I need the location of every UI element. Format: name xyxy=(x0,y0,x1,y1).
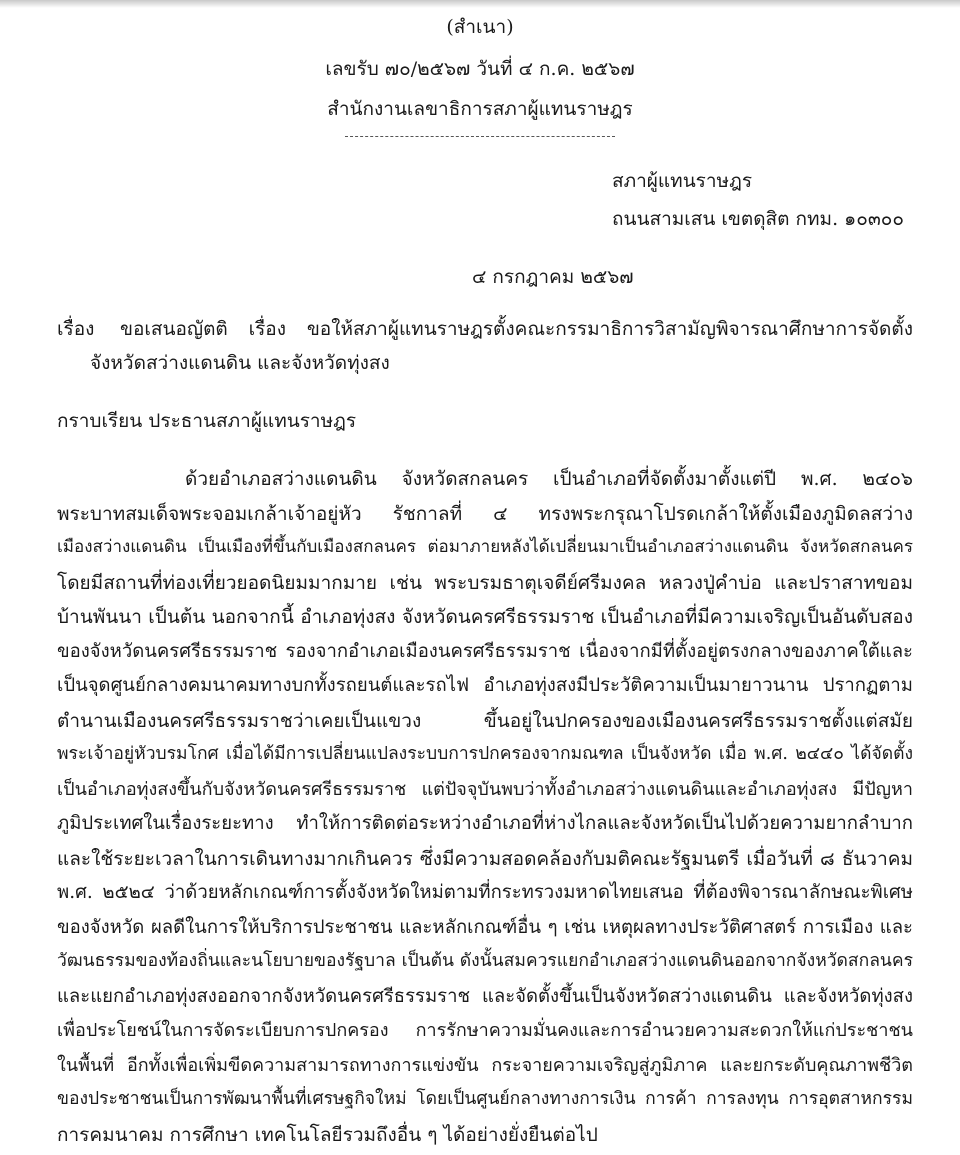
subject-line-2: จังหวัดสว่างแดนดิน และจังหวัดทุ่งสง xyxy=(90,352,390,374)
address-line-1: สภาผู้แทนราษฎร xyxy=(612,170,753,192)
body-line: ของประชาชนเป็นการพัฒนาพื้นที่เศรษฐกิจใหม่ โดยเป็นศูนย์กลางทางการเงิน การค้า การลงทุน การอุตสาหกรรม xyxy=(57,1089,913,1109)
body-line: และใช้ระยะเวลาในการเดินทางมากเกินควร ซึ่งมีความสอดคล้องกับมติคณะรัฐมนตรี เมื่อวันที่ ๘ ธันวาคม xyxy=(57,848,913,870)
body-line: พระบาทสมเด็จพระจอมเกล้าเจ้าอยู่หัว รัชกาลที่ ๔ ทรงพระกรุณาโปรดเกล้าให้ตั้งเมืองภูมิดลสว่าง xyxy=(57,503,913,525)
dotted-divider xyxy=(345,136,615,137)
office-name: สำนักงานเลขาธิการสภาผู้แทนราษฎร xyxy=(327,98,633,120)
body-line: ตำนานเมืองนครศรีธรรมราชว่าเคยเป็นแขวง ขึ้นอยู่ในปกครองของเมืองนครศรีธรรมราชตั้งแต่สมัย xyxy=(57,710,913,732)
letter-date: ๔ กรกฎาคม ๒๕๖๗ xyxy=(472,266,634,288)
body-line: วัฒนธรรมของท้องถิ่นและนโยบายของรัฐบาล เป็นต้น ดังนั้นสมควรแยกอำเภอสว่างแดนดินออกจากจังหวัดสกลนคร xyxy=(57,951,913,971)
body-line: ของจังหวัด ผลดีในการให้บริการประชาชน และหลักเกณฑ์อื่น ๆ เช่น เหตุผลทางประวัติศาสตร์ การเมือง และ xyxy=(57,917,913,938)
body-line: บ้านพันนา เป็นต้น นอกจากนี้ อำเภอทุ่งสง จังหวัดนครศรีธรรมราช เป็นอำเภอที่มีความเจริญเป็นอันดับสอง xyxy=(57,606,913,628)
body-line: เพื่อประโยชน์ในการจัดระเบียบการปกครอง การรักษาความมั่นคงและการอำนวยความสะดวกให้แก่ประชาชน xyxy=(57,1020,913,1041)
body-line: พ.ศ. ๒๕๒๔ ว่าด้วยหลักเกณฑ์การตั้งจังหวัดใหม่ตามที่กระทรวงมหาดไทยเสนอ ที่ต้องพิจารณาลักษณะพิเศษ xyxy=(57,882,913,903)
body-line: ด้วยอำเภอสว่างแดนดิน จังหวัดสกลนคร เป็นอำเภอที่จัดตั้งมาตั้งแต่ปี พ.ศ. ๒๔๐๖ xyxy=(185,468,913,490)
body-line: เป็นจุดศูนย์กลางคมนาคมทางบกทั้งรถยนต์และรถไฟ อำเภอทุ่งสงมีประวัติความเป็นมายาวนาน ปรากฏตาม xyxy=(57,675,913,696)
subject-label: เรื่อง xyxy=(57,318,95,340)
body-line: โดยมีสถานที่ท่องเที่ยวยอดนิยมมากมาย เช่น พระบรมธาตุเจดีย์ศรีมงคล หลวงปู่คำบ่อ และปราสาทขอม xyxy=(57,572,913,594)
body-line: พระเจ้าอยู่หัวบรมโกศ เมื่อได้มีการเปลี่ยนแปลงระบบการปกครองจากมณฑล เป็นจังหวัด เมื่อ พ.ศ. ๒๔๔๐ ได้จัดตั้ง xyxy=(57,744,913,764)
scan-edge-shadow xyxy=(0,0,960,8)
body-line: ในพื้นที่ อีกทั้งเพื่อเพิ่มขีดความสามารถทางการแข่งขัน กระจายความเจริญสู่ภูมิภาค และยกระดับคุณภาพชีวิต xyxy=(57,1055,913,1076)
subject-line-1: ขอเสนอญัตติ เรื่อง ขอให้สภาผู้แทนราษฎรตั้งคณะกรรมาธิการวิสามัญพิจารณาศึกษาการจัดตั้ง xyxy=(120,318,913,340)
address-line-2: ถนนสามเสน เขตดุสิต กทม. ๑๐๓๐๐ xyxy=(612,208,904,230)
copy-mark: (สำเนา) xyxy=(446,16,514,38)
body-line: ของจังหวัดนครศรีธรรมราช รองจากอำเภอเมืองนครศรีธรรมราช เนื่องจากมีที่ตั้งอยู่ตรงกลางของภาคใต้และ xyxy=(57,641,913,662)
body-line: และแยกอำเภอทุ่งสงออกจากจังหวัดนครศรีธรรมราช และจัดตั้งขึ้นเป็นจังหวัดสว่างแดนดิน และจังหวัดทุ่งสง xyxy=(57,986,913,1007)
body-line: การคมนาคม การศึกษา เทคโนโลยีรวมถึงอื่น ๆ ได้อย่างยั่งยืนต่อไป xyxy=(57,1124,598,1146)
salutation: กราบเรียน ประธานสภาผู้แทนราษฎร xyxy=(57,410,357,432)
receipt-number: เลขรับ ๗๐/๒๕๖๗ วันที่ ๔ ก.ค. ๒๕๖๗ xyxy=(325,58,635,80)
body-line: เมืองสว่างแดนดิน เป็นเมืองที่ขึ้นกับเมืองสกลนคร ต่อมาภายหลังได้เปลี่ยนมาเป็นอำเภอสว่างแดนดิน จังหวัดสกลนคร xyxy=(57,537,913,557)
body-line: ภูมิประเทศในเรื่องระยะทาง ทำให้การติดต่อระหว่างอำเภอที่ห่างไกลและจังหวัดเป็นไปด้วยความยากลำบาก xyxy=(57,813,913,834)
body-line: เป็นอำเภอทุ่งสงขึ้นกับจังหวัดนครศรีธรรมราช แต่ปัจจุบันพบว่าทั้งอำเภอสว่างแดนดินและอำเภอทุ่งสง มีปัญหา xyxy=(57,779,913,800)
